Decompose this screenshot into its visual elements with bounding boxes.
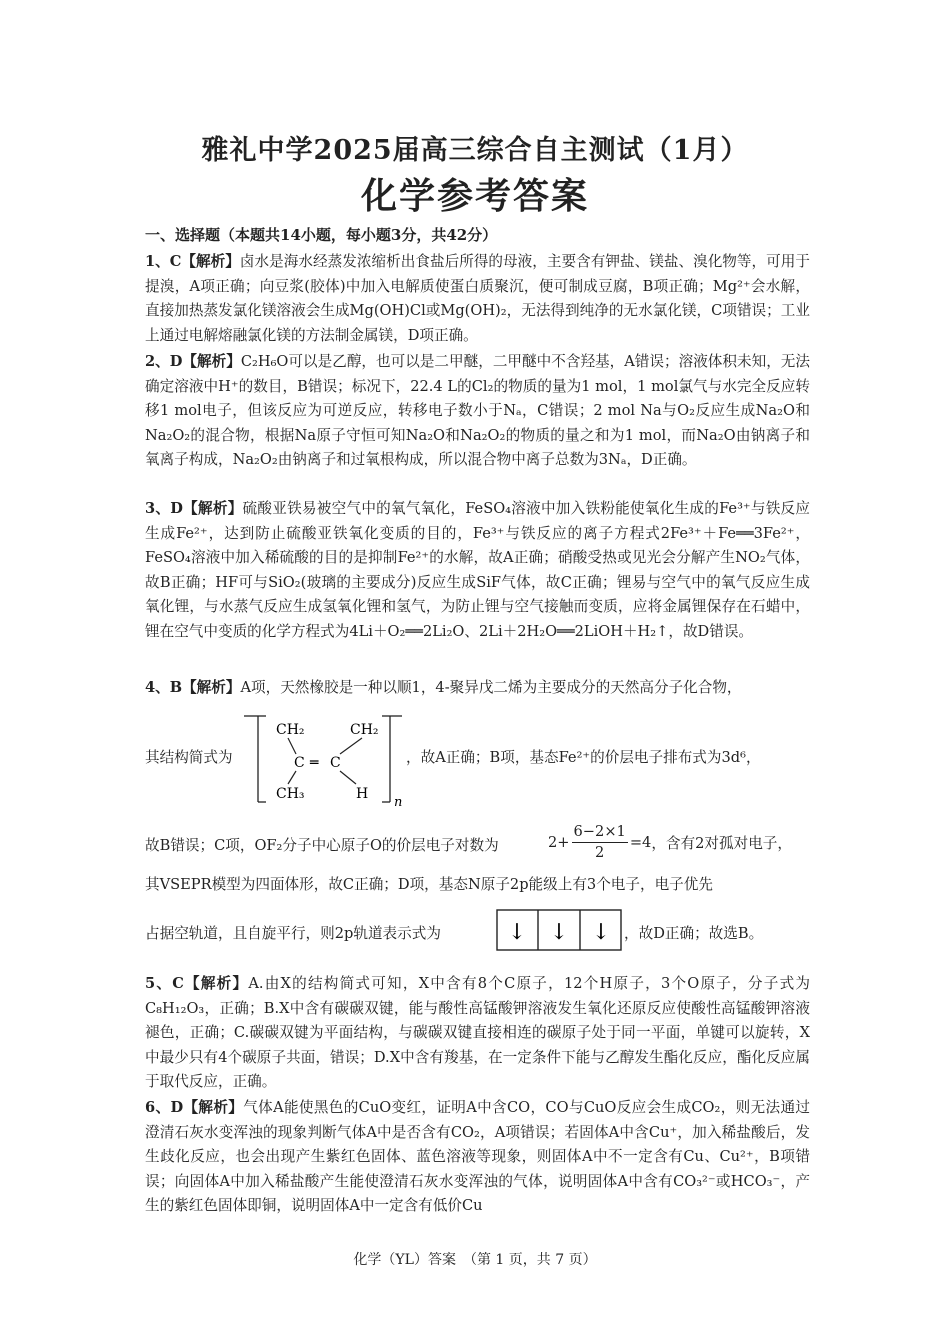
question-5-label: 5、C【解析】 [145, 975, 249, 992]
bond-ch2-c-right [340, 738, 362, 754]
c-right-label: C [330, 755, 341, 771]
bond-ch2-c-left [288, 738, 296, 754]
orbital-arrow-3: ↓ [591, 920, 611, 945]
electron-pair-fraction [548, 822, 792, 863]
section-heading: 一、选择题（本题共14小题，每小题3分，共42分） [145, 226, 498, 244]
structure-tail: ，故A正确；B项，基态Fe²⁺的价层电子排布式为3d⁶， [406, 749, 761, 766]
orbital-arrow-2: ↓ [549, 920, 569, 945]
question-2-body: C₂H₆O可以是乙醇，也可以是二甲醚，二甲醚中不含羟基，A错误；溶液体积未知，无法确定溶液中H⁺的数目，B错误；标况下，22.4 L的Cl₂的物质的量为1 mol，1 mol氯气与水完全反应转移1 mol电子，但该反应为可逆反应，转移电子数小于Nₐ，C错误；2 mol Na与O₂反应生成Na₂O和Na₂O₂的混合物，根据Na原子守恒可知Na₂O和Na₂O₂的物质的量之和为1 mol，而Na₂O由钠离子和氧离子构成，Na₂O₂由钠离子和过氧根构成，所以混合物中离子总数为3Nₐ，D正确。 [145, 353, 810, 469]
c-left-label: C [294, 755, 305, 771]
question-3-body: 硫酸亚铁易被空气中的氧气氧化，FeSO₄溶液中加入铁粉能使氧化生成的Fe³⁺与铁反应生成Fe²⁺，达到防止硫酸亚铁氧化变质的目的，Fe³⁺与铁反应的离子方程式2Fe³⁺＋Fe══3Fe²⁺，FeSO₄溶液中加入稀硫酸的目的是抑制Fe²⁺的水解，故A正确；硝酸受热或见光会分解产生NO₂气体，故B正确；HF可与SiO₂(玻璃的主要成分)反应生成SiF气体，故C正确；锂易与空气中的氧气反应生成氧化锂，与水蒸气反应生成氢氧化锂和氢气，为防止锂与空气接触而变质，应将金属锂保存在石蜡中，锂在空气中变质的化学方程式为4Li＋O₂══2Li₂O、2Li＋2H₂O══2LiOH＋H₂↑，故D错误。 [145, 500, 811, 640]
question-4-label: 4、B【解析】 [145, 679, 241, 696]
question-4-line-1 [145, 676, 810, 701]
fraction-denominator: 2 [595, 844, 605, 861]
ch2-left-label: CH₂ [276, 722, 305, 738]
question-2-label: 2、D【解析】 [145, 353, 241, 370]
ch3-label: CH₃ [276, 786, 305, 802]
fraction-whole: 2+ [548, 834, 570, 851]
question-5-explanation [145, 972, 810, 1095]
question-6-explanation [145, 1096, 810, 1219]
bond-c-ch3 [288, 771, 296, 784]
bond-c-h [340, 771, 356, 784]
question-2-explanation [145, 350, 810, 473]
orbital-arrow-1: ↓ [507, 920, 527, 945]
question-4-text-1: A项，天然橡胶是一种以顺1，4-聚异戊二烯为主要成分的天然高分子化合物， [240, 679, 742, 696]
question-1-body: 卤水是海水经蒸发浓缩析出食盐后所得的母液，主要含有钾盐、镁盐、溴化物等，可用于提溴，A项正确；向豆浆(胶体)中加入电解质使蛋白质聚沉，便可制成豆腐，B项正确；Mg²⁺会水解，直接加热蒸发氯化镁溶液会生成Mg(OH)Cl或Mg(OH)₂，无法得到纯净的无水氯化镁，C项错误；工业上通过电解熔融氯化镁的方法制金属镁，D项正确。 [145, 253, 810, 344]
fraction-numerator: 6−2×1 [572, 822, 628, 843]
exam-title: 雅礼中学2025届高三综合自主测试（1月） [201, 135, 749, 166]
question-6-body: 气体A能使黑色的CuO变红，证明A中含CO，CO与CuO反应会生成CO₂，则无法通过澄清石灰水变浑浊的现象判断气体A中是否含有CO₂，A项错误；若固体A中含Cu⁺，加入稀盐酸后，发生歧化反应，也会出现产生紫红色固体、蓝色溶液等现象，则固体A中不一定含有Cu、Cu²⁺，B项错误；向固体A中加入稀盐酸产生能使澄清石灰水变浑浊的气体，说明固体A中含有CO₃²⁻或HCO₃⁻，产生的紫红色固体即铜，说明固体A中一定含有低价Cu [145, 1099, 810, 1215]
orbital-tail: ，故D正确；故选B。 [624, 925, 764, 942]
vsepr-lead: 故B错误；C项，OF₂分子中心原子O的价层电子对数为 [145, 837, 499, 854]
question-3-explanation [145, 497, 810, 645]
question-6-label: 6、D【解析】 [145, 1099, 244, 1116]
polyisoprene-structure-formula [244, 708, 414, 808]
fraction [572, 822, 628, 863]
fraction-result: =4 [629, 834, 652, 851]
repeat-n-label: n [394, 795, 403, 808]
answer-title: 化学参考答案 [360, 175, 589, 217]
orbital-lead: 占据空轨道，且自旋平行，则2p轨道表示式为 [145, 925, 441, 942]
h-label: H [356, 786, 369, 802]
structure-lead: 其结构简式为 [145, 749, 233, 766]
question-5-body: A.由X的结构简式可知，X中含有8个C原子，12个H原子，3个O原子，分子式为C₈H₁₂O₃，正确；B.X中含有碳碳双键，能与酸性高锰酸钾溶液发生氧化还原反应使酸性高锰酸钾溶液褪色，正确；C.碳碳双键为平面结构，与碳碳双键直接相连的碳原子处于同一平面，单键可以旋转，X中最少只有4个碳原子共面，错误；D.X中含有羧基，在一定条件下能与乙醇发生酯化反应，酯化反应属于取代反应，正确。 [145, 975, 810, 1091]
question-1-label: 1、C【解析】 [145, 253, 240, 270]
question-4-line-4: 其VSEPR模型为四面体形，故C正确；D项，基态N原子2p能级上有3个电子，电子优先 [145, 876, 713, 893]
2p-orbital-diagram [496, 909, 622, 951]
vsepr-tail: ，含有2对孤对电子， [651, 835, 792, 852]
question-3-label: 3、D【解析】 [145, 500, 243, 517]
ch2-right-label: CH₂ [350, 722, 379, 738]
question-1-explanation [145, 250, 810, 348]
double-bond-label: ═ [310, 755, 319, 771]
page-footer: 化学（YL）答案 （第 1 页，共 7 页） [353, 1252, 597, 1268]
